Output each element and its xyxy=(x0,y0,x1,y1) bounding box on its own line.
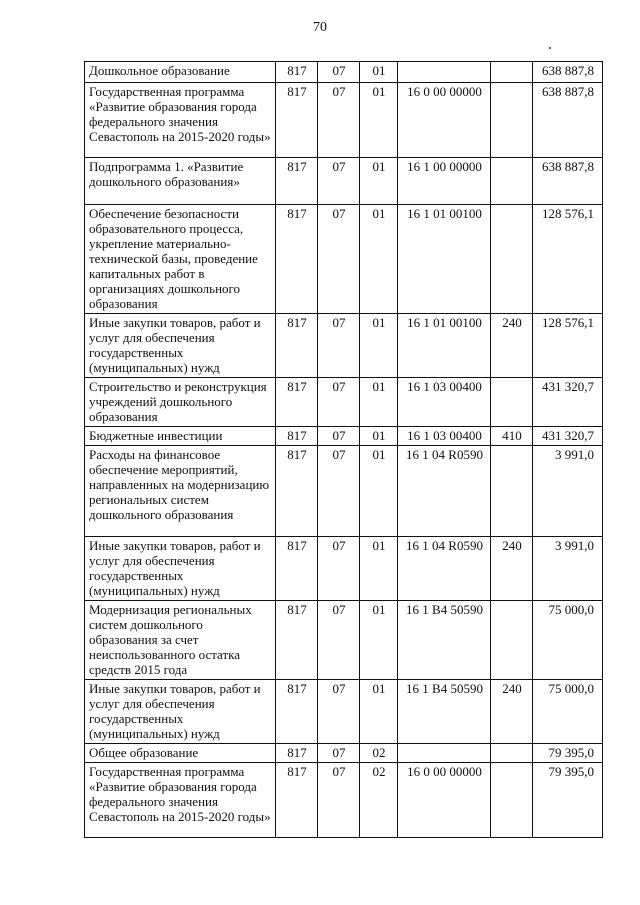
row-name: Иные закупки товаров, работ и услуг для обеспечения государственных (муниципальных) нужд xyxy=(85,680,276,744)
row-name: Строительство и реконструкция учреждений дошкольного образования xyxy=(85,378,276,427)
table-row xyxy=(85,158,603,205)
section-code: 07 xyxy=(318,83,360,158)
table-row xyxy=(85,446,603,537)
expense-type-code: 240 xyxy=(491,314,533,378)
section-code: 07 xyxy=(318,378,360,427)
row-name: Бюджетные инвестиции xyxy=(85,427,276,446)
row-name: Модернизация региональных систем дошкольного образования за счет неиспользованного остатка средств 2015 года xyxy=(85,601,276,680)
section-code: 07 xyxy=(318,537,360,601)
amount: 79 395,0 xyxy=(533,763,603,838)
table-row xyxy=(85,680,603,744)
target-article-code xyxy=(398,744,491,763)
section-code: 07 xyxy=(318,205,360,314)
section-code: 07 xyxy=(318,314,360,378)
table-row xyxy=(85,427,603,446)
target-article-code: 16 1 B4 50590 xyxy=(398,680,491,744)
ministry-code: 817 xyxy=(276,158,318,205)
table-row xyxy=(85,205,603,314)
section-code: 07 xyxy=(318,763,360,838)
expense-type-code xyxy=(491,83,533,158)
row-name: Иные закупки товаров, работ и услуг для обеспечения государственных (муниципальных) нужд xyxy=(85,537,276,601)
table-row xyxy=(85,537,603,601)
amount: 79 395,0 xyxy=(533,744,603,763)
expense-type-code xyxy=(491,158,533,205)
amount: 3 991,0 xyxy=(533,446,603,537)
page-number: 70 xyxy=(313,20,327,35)
target-article-code: 16 1 04 R0590 xyxy=(398,537,491,601)
target-article-code: 16 1 00 00000 xyxy=(398,158,491,205)
section-code: 07 xyxy=(318,680,360,744)
amount: 75 000,0 xyxy=(533,680,603,744)
scan-speck xyxy=(549,47,551,49)
row-name: Подпрограмма 1. «Развитие дошкольного образования» xyxy=(85,158,276,205)
row-name: Государственная программа «Развитие образования города федерального значения Севастополь на 2015-2020 годы» xyxy=(85,763,276,838)
row-name: Дошкольное образование xyxy=(85,62,276,83)
target-article-code: 16 1 B4 50590 xyxy=(398,601,491,680)
ministry-code: 817 xyxy=(276,446,318,537)
subsection-code: 01 xyxy=(360,537,398,601)
expense-type-code xyxy=(491,601,533,680)
target-article-code: 16 1 01 00100 xyxy=(398,205,491,314)
target-article-code: 16 1 04 R0590 xyxy=(398,446,491,537)
amount: 128 576,1 xyxy=(533,205,603,314)
expense-type-code xyxy=(491,763,533,838)
section-code: 07 xyxy=(318,62,360,83)
subsection-code: 01 xyxy=(360,158,398,205)
amount: 638 887,8 xyxy=(533,62,603,83)
amount: 128 576,1 xyxy=(533,314,603,378)
amount: 638 887,8 xyxy=(533,158,603,205)
section-code: 07 xyxy=(318,158,360,205)
expense-type-code: 240 xyxy=(491,537,533,601)
budget-table-body xyxy=(85,62,603,838)
target-article-code: 16 1 01 00100 xyxy=(398,314,491,378)
table-row xyxy=(85,62,603,83)
ministry-code: 817 xyxy=(276,378,318,427)
table-row xyxy=(85,744,603,763)
target-article-code: 16 0 00 00000 xyxy=(398,83,491,158)
section-code: 07 xyxy=(318,744,360,763)
table-row xyxy=(85,314,603,378)
section-code: 07 xyxy=(318,601,360,680)
ministry-code: 817 xyxy=(276,763,318,838)
budget-table xyxy=(84,61,603,838)
target-article-code: 16 1 03 00400 xyxy=(398,427,491,446)
row-name: Иные закупки товаров, работ и услуг для обеспечения государственных (муниципальных) нужд xyxy=(85,314,276,378)
target-article-code: 16 1 03 00400 xyxy=(398,378,491,427)
table-row xyxy=(85,763,603,838)
ministry-code: 817 xyxy=(276,744,318,763)
row-name: Общее образование xyxy=(85,744,276,763)
ministry-code: 817 xyxy=(276,427,318,446)
ministry-code: 817 xyxy=(276,601,318,680)
subsection-code: 01 xyxy=(360,378,398,427)
ministry-code: 817 xyxy=(276,680,318,744)
subsection-code: 01 xyxy=(360,314,398,378)
section-code: 07 xyxy=(318,427,360,446)
expense-type-code xyxy=(491,62,533,83)
subsection-code: 02 xyxy=(360,744,398,763)
table-row xyxy=(85,83,603,158)
expense-type-code xyxy=(491,446,533,537)
subsection-code: 01 xyxy=(360,83,398,158)
amount: 431 320,7 xyxy=(533,427,603,446)
table-row xyxy=(85,378,603,427)
row-name: Обеспечение безопасности образовательного процесса, укрепление материально-технической базы, проведение капитальных работ в организациях дошкольного образования xyxy=(85,205,276,314)
ministry-code: 817 xyxy=(276,205,318,314)
row-name: Государственная программа «Развитие образования города федерального значения Севастополь на 2015-2020 годы» xyxy=(85,83,276,158)
ministry-code: 817 xyxy=(276,62,318,83)
expense-type-code: 240 xyxy=(491,680,533,744)
section-code: 07 xyxy=(318,446,360,537)
expense-type-code: 410 xyxy=(491,427,533,446)
subsection-code: 01 xyxy=(360,680,398,744)
table-row xyxy=(85,601,603,680)
expense-type-code xyxy=(491,205,533,314)
subsection-code: 01 xyxy=(360,62,398,83)
ministry-code: 817 xyxy=(276,83,318,158)
subsection-code: 01 xyxy=(360,205,398,314)
amount: 638 887,8 xyxy=(533,83,603,158)
subsection-code: 02 xyxy=(360,763,398,838)
expense-type-code xyxy=(491,378,533,427)
amount: 3 991,0 xyxy=(533,537,603,601)
target-article-code xyxy=(398,62,491,83)
amount: 431 320,7 xyxy=(533,378,603,427)
subsection-code: 01 xyxy=(360,601,398,680)
amount: 75 000,0 xyxy=(533,601,603,680)
expense-type-code xyxy=(491,744,533,763)
subsection-code: 01 xyxy=(360,427,398,446)
ministry-code: 817 xyxy=(276,537,318,601)
target-article-code: 16 0 00 00000 xyxy=(398,763,491,838)
row-name: Расходы на финансовое обеспечение мероприятий, направленных на модернизацию региональных систем дошкольного образования xyxy=(85,446,276,537)
ministry-code: 817 xyxy=(276,314,318,378)
subsection-code: 01 xyxy=(360,446,398,537)
